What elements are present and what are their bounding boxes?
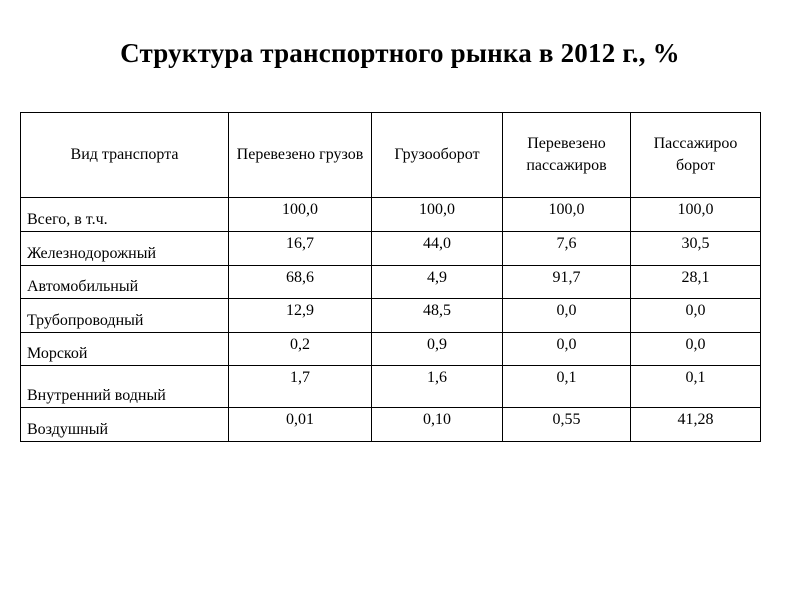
table-row <box>21 232 761 266</box>
table-row <box>21 198 761 232</box>
table-row <box>21 408 761 442</box>
cell-passengers-transported: 0,55 <box>503 408 631 442</box>
column-header-freight-turnover: Грузооборот <box>372 113 503 198</box>
cell-passengers-transported: 7,6 <box>503 232 631 266</box>
cell-cargo-transported: 100,0 <box>229 198 372 232</box>
cell-passenger-turnover: 0,0 <box>631 333 761 366</box>
cell-freight-turnover: 1,6 <box>372 366 503 408</box>
page-title: Структура транспортного рынка в 2012 г., % <box>120 38 680 68</box>
table-row <box>21 299 761 333</box>
cell-freight-turnover: 44,0 <box>372 232 503 266</box>
transport-market-table <box>20 112 761 442</box>
cell-passenger-turnover: 30,5 <box>631 232 761 266</box>
table-row <box>21 366 761 408</box>
cell-freight-turnover: 100,0 <box>372 198 503 232</box>
cell-passengers-transported: 91,7 <box>503 266 631 299</box>
cell-passenger-turnover: 41,28 <box>631 408 761 442</box>
cell-passengers-transported: 100,0 <box>503 198 631 232</box>
column-header-passengers-transported: Перевезено пассажиров <box>503 113 631 198</box>
cell-passengers-transported: 0,0 <box>503 299 631 333</box>
column-header-cargo-transported: Перевезено грузов <box>229 113 372 198</box>
row-label: Автомобильный <box>21 266 229 299</box>
cell-passenger-turnover: 28,1 <box>631 266 761 299</box>
row-label: Железнодорожный <box>21 232 229 266</box>
cell-passengers-transported: 0,1 <box>503 366 631 408</box>
cell-freight-turnover: 0,10 <box>372 408 503 442</box>
cell-cargo-transported: 0,2 <box>229 333 372 366</box>
row-label: Воздушный <box>21 408 229 442</box>
cell-passenger-turnover: 100,0 <box>631 198 761 232</box>
cell-passenger-turnover: 0,0 <box>631 299 761 333</box>
table-row <box>21 333 761 366</box>
table-row <box>21 266 761 299</box>
table-header-row <box>21 113 761 198</box>
row-label: Внутренний водный <box>21 366 229 408</box>
column-header-transport-type: Вид транспорта <box>21 113 229 198</box>
cell-cargo-transported: 16,7 <box>229 232 372 266</box>
cell-freight-turnover: 48,5 <box>372 299 503 333</box>
column-header-passenger-turnover: Пассажироо борот <box>631 113 761 198</box>
cell-cargo-transported: 68,6 <box>229 266 372 299</box>
cell-freight-turnover: 4,9 <box>372 266 503 299</box>
cell-cargo-transported: 1,7 <box>229 366 372 408</box>
cell-passenger-turnover: 0,1 <box>631 366 761 408</box>
cell-cargo-transported: 0,01 <box>229 408 372 442</box>
row-label: Всего, в т.ч. <box>21 198 229 232</box>
cell-passengers-transported: 0,0 <box>503 333 631 366</box>
row-label: Морской <box>21 333 229 366</box>
cell-freight-turnover: 0,9 <box>372 333 503 366</box>
row-label: Трубопроводный <box>21 299 229 333</box>
cell-cargo-transported: 12,9 <box>229 299 372 333</box>
